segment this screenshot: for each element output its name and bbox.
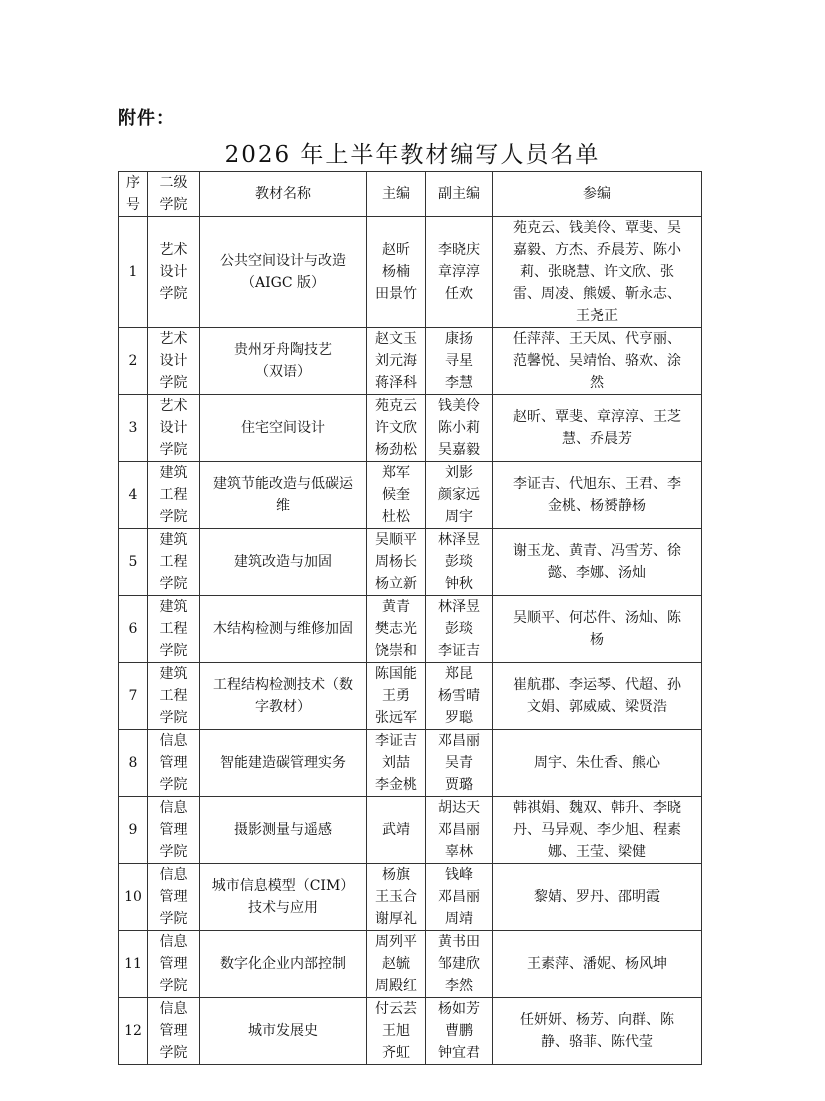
- cell-college: [148, 217, 200, 328]
- cell-college-line: 管理: [159, 822, 188, 838]
- cell-deputy-editor: [426, 931, 493, 998]
- cell-deputy-editor-line: 罗聪: [445, 710, 473, 726]
- cell-deputy-editor-line: 康扬: [445, 331, 473, 347]
- cell-participants-line: 慧、乔晨芳: [562, 431, 632, 447]
- cell-deputy-editor: [426, 217, 493, 328]
- cell-deputy-editor-line: 李然: [445, 978, 473, 994]
- cell-college-line: 工程: [159, 621, 188, 637]
- cell-chief-editor-line: 王勇: [382, 688, 410, 704]
- cell-chief-editor: [367, 328, 426, 395]
- cell-college-line: 艺术: [159, 331, 188, 347]
- cell-textbook-line: 公共空间设计与改造: [220, 253, 346, 269]
- table-row: [119, 596, 702, 663]
- cell-deputy-editor-line: 邓昌丽: [438, 733, 480, 749]
- cell-deputy-editor: [426, 864, 493, 931]
- cell-college-line: 学院: [159, 844, 188, 860]
- cell-deputy-editor-line: 邓昌丽: [438, 889, 480, 905]
- cell-college-line: 学院: [159, 1045, 188, 1061]
- cell-deputy-editor-line: 周宇: [445, 509, 473, 525]
- cell-seq: 3: [119, 395, 148, 462]
- cell-chief-editor-line: 赵昕: [382, 242, 410, 258]
- cell-participants: [493, 529, 702, 596]
- cell-participants-line: 王尧正: [576, 308, 618, 324]
- cell-deputy-editor-line: 李晓庆: [438, 242, 480, 258]
- cell-textbook: [200, 730, 367, 797]
- cell-deputy-editor-line: 颜家远: [438, 487, 480, 503]
- cell-seq: 6: [119, 596, 148, 663]
- cell-textbook-line: 维: [276, 498, 290, 514]
- cell-chief-editor-line: 苑克云: [375, 398, 417, 414]
- cell-participants-line: 雷、周凌、熊媛、靳永志、: [513, 286, 681, 302]
- table-row: [119, 730, 702, 797]
- cell-college-line: 设计: [159, 353, 188, 369]
- cell-deputy-editor-line: 钱美伶: [438, 398, 480, 414]
- cell-deputy-editor: [426, 797, 493, 864]
- cell-chief-editor-line: 齐虹: [382, 1045, 410, 1061]
- header-textbook: 教材名称: [200, 172, 367, 217]
- cell-textbook-line: 智能建造碳管理实务: [220, 755, 346, 771]
- cell-college-line: 艺术: [159, 242, 188, 258]
- cell-deputy-editor-line: 周靖: [445, 911, 473, 927]
- header-seq: 序 号: [119, 172, 148, 217]
- cell-chief-editor-line: 吴顺平: [375, 532, 417, 548]
- header-deputy-editor: 副主编: [426, 172, 493, 217]
- cell-textbook-line: 建筑节能改造与低碳运: [213, 476, 353, 492]
- cell-participants: [493, 328, 702, 395]
- cell-deputy-editor-line: 陈小莉: [438, 420, 480, 436]
- cell-textbook-line: 城市信息模型（CIM）: [211, 878, 355, 894]
- cell-textbook-line: 字教材）: [255, 699, 311, 715]
- cell-textbook: [200, 462, 367, 529]
- cell-chief-editor: [367, 529, 426, 596]
- cell-college-line: 学院: [159, 286, 188, 302]
- cell-deputy-editor-line: 邹建欣: [438, 956, 480, 972]
- cell-participants-line: 任萍萍、王天凤、代亨丽、: [513, 331, 681, 347]
- cell-chief-editor: [367, 931, 426, 998]
- cell-textbook: [200, 395, 367, 462]
- cell-participants-line: 任妍妍、杨芳、向群、陈: [520, 1012, 674, 1028]
- cell-college-line: 建筑: [159, 465, 188, 481]
- cell-participants-line: 周宇、朱仕香、熊心: [534, 755, 660, 771]
- cell-participants: [493, 864, 702, 931]
- cell-textbook-line: 住宅空间设计: [241, 420, 325, 436]
- cell-deputy-editor: [426, 663, 493, 730]
- cell-seq: 10: [119, 864, 148, 931]
- cell-chief-editor-line: 郑军: [382, 465, 410, 481]
- cell-chief-editor-line: 赵文玉: [375, 331, 417, 347]
- cell-college-line: 学院: [159, 978, 188, 994]
- cell-chief-editor-line: 饶崇和: [375, 643, 417, 659]
- cell-college-line: 信息: [159, 867, 188, 883]
- cell-textbook-line: 城市发展史: [248, 1023, 318, 1039]
- cell-participants-line: 懿、李娜、汤灿: [548, 565, 646, 581]
- cell-participants-line: 李证吉、代旭东、王君、李: [513, 476, 681, 492]
- staff-table: [118, 171, 702, 1065]
- cell-college-line: 建筑: [159, 599, 188, 615]
- cell-college: [148, 596, 200, 663]
- cell-college: [148, 730, 200, 797]
- cell-deputy-editor: [426, 730, 493, 797]
- cell-chief-editor-line: 候奎: [382, 487, 410, 503]
- cell-participants: [493, 663, 702, 730]
- cell-chief-editor-line: 杨旗: [382, 867, 410, 883]
- cell-college: [148, 864, 200, 931]
- cell-chief-editor-line: 陈国能: [375, 666, 417, 682]
- cell-deputy-editor-line: 黄书田: [438, 934, 480, 950]
- cell-deputy-editor-line: 吴青: [445, 755, 473, 771]
- cell-college-line: 学院: [159, 911, 188, 927]
- cell-seq: 5: [119, 529, 148, 596]
- cell-deputy-editor-line: 寻星: [445, 353, 473, 369]
- cell-participants-line: 崔航郡、李运琴、代超、孙: [513, 677, 681, 693]
- cell-chief-editor-line: 周殿红: [375, 978, 417, 994]
- cell-chief-editor-line: 黄青: [382, 599, 410, 615]
- cell-textbook: [200, 864, 367, 931]
- cell-deputy-editor-line: 杨雪晴: [438, 688, 480, 704]
- cell-participants: [493, 797, 702, 864]
- cell-college-line: 设计: [159, 420, 188, 436]
- cell-textbook: [200, 998, 367, 1065]
- cell-participants-line: 吴顺平、何芯件、汤灿、陈: [513, 610, 681, 626]
- cell-college: [148, 931, 200, 998]
- cell-participants-line: 娜、王莹、梁健: [548, 844, 646, 860]
- cell-participants-line: 丹、马异观、李少旭、程素: [513, 822, 681, 838]
- cell-participants-line: 范馨悦、吴靖怡、骆欢、涂: [513, 353, 681, 369]
- cell-textbook-line: （双语）: [255, 364, 311, 380]
- table-row: [119, 797, 702, 864]
- table-row: [119, 529, 702, 596]
- cell-chief-editor-line: 王旭: [382, 1023, 410, 1039]
- cell-college-line: 学院: [159, 643, 188, 659]
- cell-college-line: 学院: [159, 576, 188, 592]
- cell-chief-editor-line: 刘元海: [375, 353, 417, 369]
- cell-college-line: 建筑: [159, 666, 188, 682]
- cell-participants: [493, 217, 702, 328]
- cell-participants-line: 苑克云、钱美伶、覃斐、吴: [513, 220, 681, 236]
- cell-participants-line: 然: [590, 375, 604, 391]
- cell-chief-editor-line: 刘喆: [382, 755, 410, 771]
- table-body: [119, 217, 702, 1065]
- cell-college-line: 信息: [159, 733, 188, 749]
- cell-participants: [493, 730, 702, 797]
- cell-textbook-line: 贵州牙舟陶技艺: [234, 342, 332, 358]
- header-participants: 参编: [493, 172, 702, 217]
- cell-deputy-editor-line: 彭琰: [445, 554, 473, 570]
- cell-participants-line: 嘉毅、方杰、乔晨芳、陈小: [513, 242, 681, 258]
- cell-college-line: 学院: [159, 509, 188, 525]
- document-title: 2026 年上半年教材编写人员名单: [224, 142, 601, 168]
- cell-participants: [493, 931, 702, 998]
- cell-chief-editor-line: 张远军: [375, 710, 417, 726]
- attachment-label: 附件：: [118, 108, 175, 129]
- cell-chief-editor: [367, 395, 426, 462]
- table-row: [119, 462, 702, 529]
- cell-deputy-editor-line: 林泽昱: [438, 532, 480, 548]
- cell-chief-editor-line: 周杨长: [375, 554, 417, 570]
- cell-college: [148, 462, 200, 529]
- table-row: [119, 663, 702, 730]
- cell-deputy-editor-line: 钟宜君: [438, 1045, 480, 1061]
- cell-chief-editor-line: 杨楠: [382, 264, 410, 280]
- cell-deputy-editor-line: 林泽昱: [438, 599, 480, 615]
- cell-college: [148, 529, 200, 596]
- table-row: [119, 395, 702, 462]
- cell-deputy-editor-line: 任欢: [445, 286, 473, 302]
- cell-chief-editor: [367, 462, 426, 529]
- cell-participants-line: 文娟、郭威威、梁贤浩: [527, 699, 667, 715]
- cell-deputy-editor-line: 钟秋: [445, 576, 473, 592]
- table-row: [119, 328, 702, 395]
- cell-seq: 12: [119, 998, 148, 1065]
- cell-deputy-editor: [426, 998, 493, 1065]
- cell-deputy-editor-line: 郑昆: [445, 666, 473, 682]
- cell-college: [148, 797, 200, 864]
- cell-deputy-editor-line: 邓昌丽: [438, 822, 480, 838]
- cell-college-line: 管理: [159, 889, 188, 905]
- cell-deputy-editor-line: 杨如芳: [438, 1001, 480, 1017]
- cell-college-line: 学院: [159, 442, 188, 458]
- cell-chief-editor-line: 李金桃: [375, 777, 417, 793]
- cell-college-line: 管理: [159, 956, 188, 972]
- cell-participants-line: 静、骆菲、陈代莹: [541, 1034, 653, 1050]
- cell-chief-editor-line: 谢厚礼: [375, 911, 417, 927]
- cell-participants: [493, 462, 702, 529]
- cell-textbook-line: （AIGC 版）: [241, 275, 325, 291]
- cell-seq: 4: [119, 462, 148, 529]
- cell-textbook-line: 建筑改造与加固: [234, 554, 332, 570]
- table-row: [119, 998, 702, 1065]
- cell-deputy-editor: [426, 328, 493, 395]
- cell-college-line: 工程: [159, 688, 188, 704]
- table-row: [119, 864, 702, 931]
- cell-chief-editor-line: 周列平: [375, 934, 417, 950]
- cell-deputy-editor: [426, 529, 493, 596]
- cell-college-line: 信息: [159, 934, 188, 950]
- cell-deputy-editor-line: 曹鹏: [445, 1023, 473, 1039]
- cell-chief-editor-line: 赵毓: [382, 956, 410, 972]
- cell-chief-editor: [367, 998, 426, 1065]
- cell-deputy-editor-line: 贾璐: [445, 777, 473, 793]
- cell-college-line: 建筑: [159, 532, 188, 548]
- cell-chief-editor-line: 杨劲松: [375, 442, 417, 458]
- cell-college-line: 学院: [159, 375, 188, 391]
- cell-textbook: [200, 797, 367, 864]
- cell-chief-editor-line: 付云芸: [375, 1001, 417, 1017]
- cell-chief-editor-line: 樊志光: [375, 621, 417, 637]
- cell-participants: [493, 596, 702, 663]
- cell-textbook: [200, 529, 367, 596]
- cell-participants-line: 金桃、杨赟静杨: [548, 498, 646, 514]
- cell-seq: 2: [119, 328, 148, 395]
- cell-chief-editor-line: 蒋泽科: [375, 375, 417, 391]
- cell-participants-line: 赵昕、覃斐、章淳淳、王芝: [513, 409, 681, 425]
- cell-seq: 7: [119, 663, 148, 730]
- cell-college: [148, 998, 200, 1065]
- cell-participants: [493, 395, 702, 462]
- cell-participants: [493, 998, 702, 1065]
- cell-textbook-line: 工程结构检测技术（数: [213, 677, 353, 693]
- cell-participants-line: 王素萍、潘妮、杨风坤: [527, 956, 667, 972]
- cell-college-line: 管理: [159, 1023, 188, 1039]
- cell-textbook-line: 数字化企业内部控制: [220, 956, 346, 972]
- cell-participants-line: 杨: [590, 632, 604, 648]
- cell-participants-line: 莉、张晓慧、许文欣、张: [520, 264, 674, 280]
- cell-college-line: 设计: [159, 264, 188, 280]
- cell-college-line: 信息: [159, 1001, 188, 1017]
- cell-college: [148, 663, 200, 730]
- table-row: [119, 217, 702, 328]
- cell-deputy-editor-line: 彭琰: [445, 621, 473, 637]
- cell-chief-editor: [367, 217, 426, 328]
- cell-seq: 1: [119, 217, 148, 328]
- cell-participants-line: 谢玉龙、黄青、冯雪芳、徐: [513, 543, 681, 559]
- cell-participants-line: 黎婧、罗丹、邵明霞: [534, 889, 660, 905]
- cell-chief-editor: [367, 596, 426, 663]
- cell-college: [148, 328, 200, 395]
- cell-deputy-editor-line: 胡达天: [438, 800, 480, 816]
- cell-textbook: [200, 328, 367, 395]
- cell-college-line: 管理: [159, 755, 188, 771]
- cell-deputy-editor-line: 李证吉: [438, 643, 480, 659]
- cell-textbook: [200, 217, 367, 328]
- cell-textbook-line: 摄影测量与遥感: [234, 822, 332, 838]
- cell-seq: 9: [119, 797, 148, 864]
- cell-chief-editor-line: 杜松: [382, 509, 410, 525]
- cell-chief-editor: [367, 663, 426, 730]
- cell-textbook: [200, 596, 367, 663]
- cell-college-line: 工程: [159, 487, 188, 503]
- table-header-row: [119, 172, 702, 217]
- cell-college: [148, 395, 200, 462]
- cell-college-line: 信息: [159, 800, 188, 816]
- cell-college-line: 工程: [159, 554, 188, 570]
- cell-chief-editor-line: 许文欣: [375, 420, 417, 436]
- cell-deputy-editor-line: 钱峰: [445, 867, 473, 883]
- cell-deputy-editor: [426, 395, 493, 462]
- cell-chief-editor-line: 王玉合: [375, 889, 417, 905]
- cell-textbook-line: 木结构检测与维修加固: [213, 621, 353, 637]
- cell-seq: 8: [119, 730, 148, 797]
- cell-chief-editor-line: 武靖: [382, 822, 410, 838]
- header-college: 二级 学院: [148, 172, 200, 217]
- cell-participants-line: 韩祺娟、魏双、韩升、李晓: [513, 800, 681, 816]
- header-chief-editor: 主编: [367, 172, 426, 217]
- cell-seq: 11: [119, 931, 148, 998]
- cell-chief-editor: [367, 797, 426, 864]
- cell-textbook: [200, 663, 367, 730]
- cell-deputy-editor: [426, 462, 493, 529]
- cell-textbook: [200, 931, 367, 998]
- cell-deputy-editor-line: 辜林: [445, 844, 473, 860]
- cell-deputy-editor-line: 刘影: [445, 465, 473, 481]
- cell-deputy-editor-line: 李慧: [445, 375, 473, 391]
- cell-chief-editor-line: 李证吉: [375, 733, 417, 749]
- cell-deputy-editor-line: 章淳淳: [438, 264, 480, 280]
- cell-chief-editor-line: 田景竹: [375, 286, 417, 302]
- cell-chief-editor: [367, 864, 426, 931]
- cell-deputy-editor: [426, 596, 493, 663]
- cell-college-line: 艺术: [159, 398, 188, 414]
- cell-textbook-line: 技术与应用: [248, 900, 318, 916]
- cell-college-line: 学院: [159, 777, 188, 793]
- cell-college-line: 学院: [159, 710, 188, 726]
- cell-chief-editor: [367, 730, 426, 797]
- cell-chief-editor-line: 杨立新: [375, 576, 417, 592]
- table-row: [119, 931, 702, 998]
- cell-deputy-editor-line: 吴嘉毅: [438, 442, 480, 458]
